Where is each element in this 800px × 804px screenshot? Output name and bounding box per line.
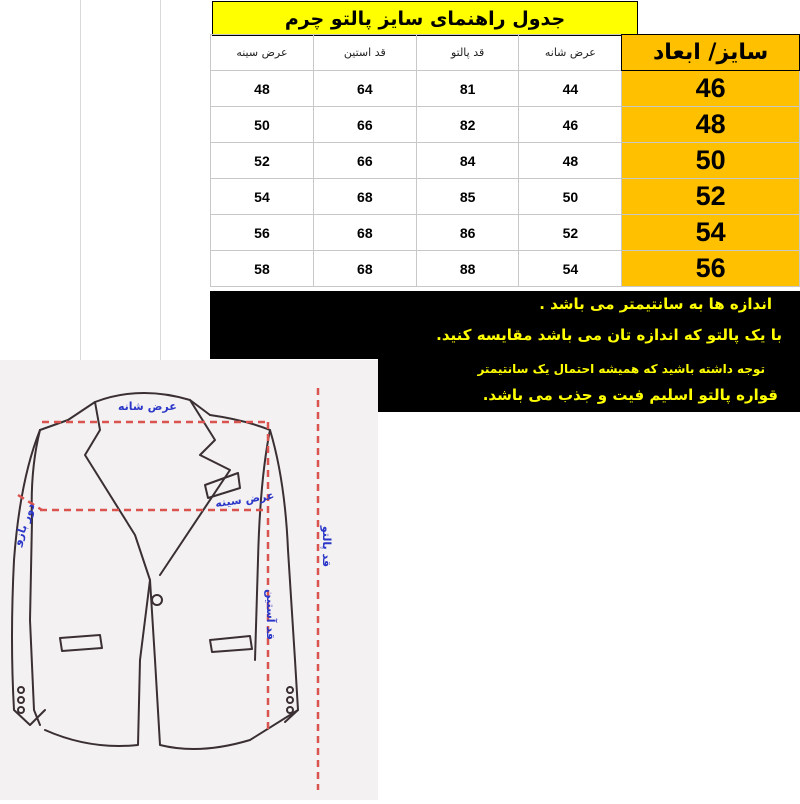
chest-width-cell: 48	[211, 71, 314, 107]
shoulder-width-cell: 52	[519, 215, 622, 251]
size-cell: 52	[622, 179, 800, 215]
chest-width-cell: 58	[211, 251, 314, 287]
shoulder-width-cell: 48	[519, 143, 622, 179]
table-row	[211, 107, 800, 143]
coat-length-cell: 88	[416, 251, 519, 287]
shoulder-width-label: عرض شانه	[118, 400, 177, 413]
size-cell: 54	[622, 215, 800, 251]
sleeve-length-cell: 66	[313, 143, 416, 179]
size-cell: 50	[622, 143, 800, 179]
shoulder-width-cell: 46	[519, 107, 622, 143]
sleeve-length-label: قد آستین	[263, 589, 277, 640]
table-row	[211, 251, 800, 287]
chest-width-label: عرض سینه	[214, 488, 276, 511]
shoulder-width-cell: 54	[519, 251, 622, 287]
note-tolerance: توجه داشته باشید که همیشه احتمال یک سانتیمتر	[477, 362, 765, 376]
column-header: عرض شانه	[519, 35, 622, 71]
note-compare: با یک پالتو که اندازه تان می باشد مقایسه کنید.	[436, 326, 782, 344]
table-header-row	[211, 35, 800, 71]
coat-length-cell: 84	[416, 143, 519, 179]
sleeve-length-cell: 64	[313, 71, 416, 107]
size-cell: 48	[622, 107, 800, 143]
column-header: عرض سینه	[211, 35, 314, 71]
sleeve-length-cell: 68	[313, 251, 416, 287]
coat-length-cell: 85	[416, 179, 519, 215]
chest-width-cell: 52	[211, 143, 314, 179]
note-units: اندازه ها به سانتیمتر می باشد .	[539, 295, 772, 313]
column-header: قد استین	[313, 35, 416, 71]
size-table	[210, 34, 800, 287]
jacket-sketch	[0, 360, 378, 800]
table-row	[211, 215, 800, 251]
shoulder-width-cell: 44	[519, 71, 622, 107]
coat-length-cell: 86	[416, 215, 519, 251]
size-cell: 46	[622, 71, 800, 107]
sleeve-length-cell: 68	[313, 179, 416, 215]
chest-width-cell: 56	[211, 215, 314, 251]
chest-width-cell: 54	[211, 179, 314, 215]
sleeve-length-cell: 66	[313, 107, 416, 143]
table-row	[211, 179, 800, 215]
table-title: جدول راهنمای سایز پالتو چرم	[212, 1, 638, 36]
chest-width-cell: 50	[211, 107, 314, 143]
shoulder-width-cell: 50	[519, 179, 622, 215]
arm-circumference-label: دور بازو	[10, 501, 38, 548]
jacket-diagram	[0, 360, 378, 800]
coat-length-cell: 82	[416, 107, 519, 143]
coat-length-label: قد پالتو	[320, 525, 334, 568]
size-cell: 56	[622, 251, 800, 287]
table-row	[211, 71, 800, 107]
column-header: قد پالتو	[416, 35, 519, 71]
sleeve-length-cell: 68	[313, 215, 416, 251]
coat-length-cell: 81	[416, 71, 519, 107]
corner-label: سایز/ ابعاد	[622, 35, 800, 71]
note-fit: قواره پالتو اسلیم فیت و جذب می باشد.	[482, 386, 778, 404]
table-row	[211, 143, 800, 179]
